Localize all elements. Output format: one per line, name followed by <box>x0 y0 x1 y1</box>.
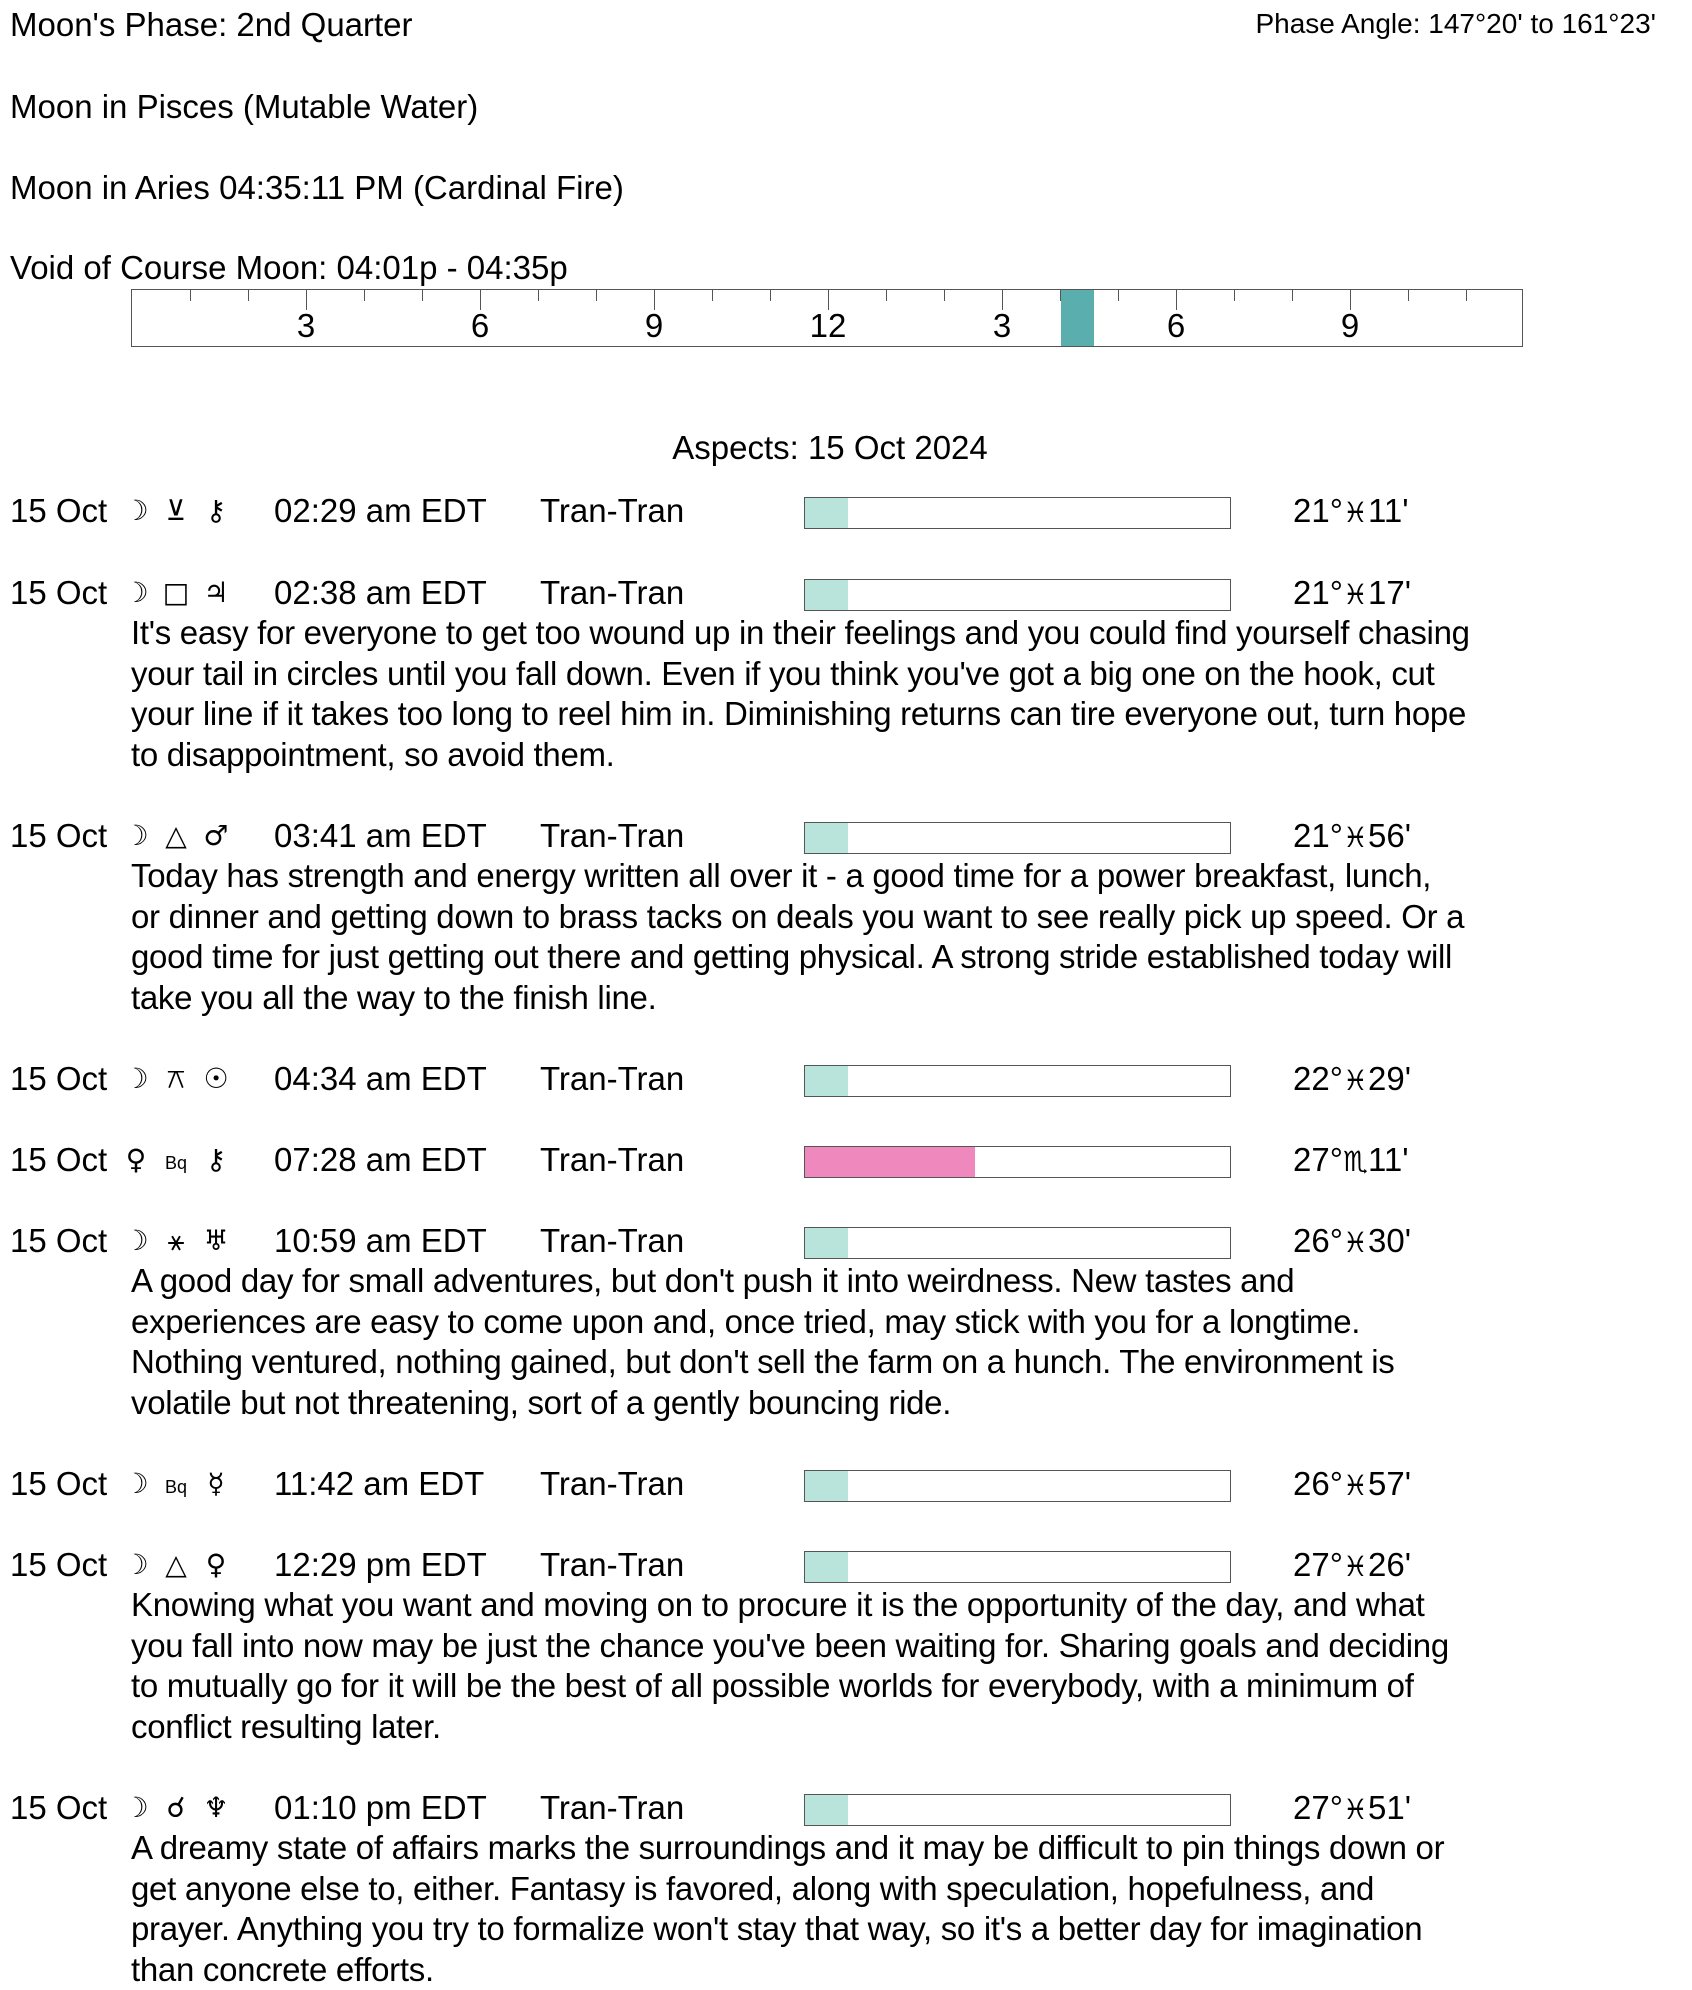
degree-value: 27° <box>1293 1546 1343 1583</box>
aspect-kind: Tran-Tran <box>540 574 685 611</box>
planet1-icon: ☽ <box>123 819 149 852</box>
hour-tick <box>190 290 191 301</box>
hour-tick <box>1118 290 1119 301</box>
interpretation-line: than concrete efforts. <box>131 1950 434 1988</box>
aspect-kind: Tran-Tran <box>540 492 685 529</box>
planet2-icon: ⚷ <box>205 1143 227 1176</box>
minutes-value: 11' <box>1368 492 1409 529</box>
zodiac-sign-icon: ♓ <box>1342 1064 1369 1097</box>
planet2-icon: ♅ <box>203 1224 229 1257</box>
degree-value: 26° <box>1293 1465 1343 1502</box>
aspect-row-moon-trine-venus <box>10 1545 1670 1585</box>
aspect-degree <box>1293 1464 1411 1506</box>
planet2-icon: ♃ <box>203 576 229 609</box>
aspect-row-moon-trine-mars <box>10 816 1670 856</box>
strength-bar-fill <box>805 1066 848 1096</box>
strength-bar-fill <box>805 1228 848 1258</box>
aspect-glyphs <box>116 573 276 613</box>
aspect-interpretation <box>131 1585 1671 1747</box>
zodiac-sign-icon: ♓ <box>1342 578 1369 611</box>
hour-tick <box>712 290 713 301</box>
aspect-time: 02:38 am EDT <box>274 574 487 611</box>
hour-label: 6 <box>470 307 490 344</box>
strength-bar-fill <box>805 580 848 610</box>
aspect-time: 07:28 am EDT <box>274 1141 487 1178</box>
strength-bar <box>804 1065 1231 1097</box>
planet1-icon: ☽ <box>123 1062 149 1095</box>
strength-bar <box>804 497 1231 529</box>
hour-tick <box>1466 290 1467 301</box>
void-of-course-timeline <box>131 289 1523 347</box>
planet2-icon: ♆ <box>203 1791 229 1824</box>
aspect-time: 11:42 am EDT <box>274 1465 485 1502</box>
degree-value: 27° <box>1293 1141 1343 1178</box>
interpretation-line: or dinner and getting down to brass tacks on deals you want to see really pick up speed. Or a <box>131 897 1465 935</box>
planet2-icon: ☿ <box>207 1467 225 1500</box>
aspect-degree <box>1293 1140 1409 1182</box>
hour-tick <box>944 290 945 301</box>
planet2-icon: ⚷ <box>205 494 227 527</box>
degree-value: 21° <box>1293 574 1343 611</box>
aspect-interpretation <box>131 1828 1671 1990</box>
aspect-kind: Tran-Tran <box>540 817 685 854</box>
hour-tick <box>248 290 249 301</box>
interpretation-line: get anyone else to, either. Fantasy is favored, along with speculation, hopefulness, and <box>131 1869 1375 1907</box>
interpretation-line: Today has strength and energy written all over it - a good time for a power breakfast, lunch, <box>131 857 1432 894</box>
minutes-value: 29' <box>1368 1060 1412 1097</box>
planet1-icon: ☽ <box>123 494 149 527</box>
aspect-date: 15 Oct <box>10 817 108 854</box>
aspect-row-moon-square-jupiter <box>10 573 1670 613</box>
hour-tick <box>886 290 887 301</box>
degree-value: 21° <box>1293 492 1343 529</box>
hour-tick <box>1408 290 1409 301</box>
degree-value: 26° <box>1293 1222 1343 1259</box>
interpretation-line: to disappointment, so avoid them. <box>131 735 615 773</box>
aspect-glyphs <box>116 1545 276 1585</box>
strength-bar <box>804 1551 1231 1583</box>
aspect-row-moon-conjunct-neptune <box>10 1788 1670 1828</box>
aspect-row-moon-semisextile-chiron <box>10 491 1670 531</box>
aspect-date: 15 Oct <box>10 1465 108 1502</box>
aspect-date: 15 Oct <box>10 1141 108 1178</box>
minutes-value: 17' <box>1368 574 1412 611</box>
zodiac-sign-icon: ♓ <box>1342 1793 1369 1826</box>
void-of-course: Void of Course Moon: 04:01p - 04:35p <box>10 249 568 286</box>
aspect-glyphs <box>116 1140 276 1183</box>
hour-tick <box>1292 290 1293 301</box>
minutes-value: 11' <box>1368 1141 1409 1178</box>
strength-bar-fill <box>805 1552 848 1582</box>
aspect-degree <box>1293 1221 1411 1263</box>
strength-bar-fill <box>805 1795 848 1825</box>
aspect-glyphs <box>116 816 276 856</box>
zodiac-sign-icon: ♓ <box>1342 1469 1369 1502</box>
void-of-course-band <box>1061 290 1093 346</box>
aspect-time: 01:10 pm EDT <box>274 1789 487 1826</box>
aspect-row-moon-biquintile-mercury <box>10 1464 1670 1504</box>
hour-tick <box>1234 290 1235 301</box>
aspect-icon: □ <box>162 576 190 609</box>
hour-label: 3 <box>992 307 1012 344</box>
aspect-date: 15 Oct <box>10 1546 108 1583</box>
aspect-time: 03:41 am EDT <box>274 817 487 854</box>
aspect-icon: △ <box>165 819 187 852</box>
aspect-degree <box>1293 1545 1411 1587</box>
moon-sign: Moon in Pisces (Mutable Water) <box>10 88 479 125</box>
degree-value: 22° <box>1293 1060 1343 1097</box>
aspect-date: 15 Oct <box>10 492 108 529</box>
zodiac-sign-icon: ♓ <box>1342 1550 1369 1583</box>
interpretation-line: your tail in circles until you fall down. Even if you think you've got a big one on the hook, cut <box>131 654 1435 692</box>
degree-value: 27° <box>1293 1789 1343 1826</box>
hour-tick <box>596 290 597 301</box>
interpretation-line: conflict resulting later. <box>131 1707 441 1745</box>
aspect-time: 10:59 am EDT <box>274 1222 487 1259</box>
zodiac-sign-icon: ♏ <box>1342 1145 1369 1178</box>
planet1-icon: ♀ <box>125 1143 147 1176</box>
strength-bar-fill <box>805 1147 975 1177</box>
aspect-interpretation <box>131 1261 1671 1423</box>
strength-bar <box>804 579 1231 611</box>
strength-bar <box>804 1227 1231 1259</box>
hour-tick <box>364 290 365 301</box>
interpretation-line: A good day for small adventures, but don't push it into weirdness. New tastes and <box>131 1262 1295 1299</box>
interpretation-line: good time for just getting out there and getting physical. A strong stride established today will <box>131 938 1453 976</box>
aspect-kind: Tran-Tran <box>540 1789 685 1826</box>
aspect-icon: Bq <box>164 1153 188 1173</box>
minutes-value: 30' <box>1368 1222 1412 1259</box>
strength-bar <box>804 1470 1231 1502</box>
aspect-date: 15 Oct <box>10 574 108 611</box>
aspect-time: 02:29 am EDT <box>274 492 487 529</box>
aspect-icon: ⚹ <box>167 1224 185 1257</box>
interpretation-line: to mutually go for it will be the best of all possible worlds for everybody, with a minimum of <box>131 1667 1414 1705</box>
planet1-icon: ☽ <box>123 1224 149 1257</box>
aspect-kind: Tran-Tran <box>540 1222 685 1259</box>
aspect-kind: Tran-Tran <box>540 1060 685 1097</box>
strength-bar-fill <box>805 1471 848 1501</box>
minutes-value: 56' <box>1368 817 1412 854</box>
aspect-degree <box>1293 816 1411 858</box>
aspect-date: 15 Oct <box>10 1060 108 1097</box>
planet2-icon: ♂ <box>203 819 229 852</box>
hour-label: 9 <box>644 307 664 344</box>
interpretation-line: you fall into now may be just the chance you've been waiting for. Sharing goals and deciding <box>131 1626 1449 1664</box>
aspect-time: 04:34 am EDT <box>274 1060 487 1097</box>
hour-label: 3 <box>296 307 316 344</box>
aspect-degree <box>1293 573 1411 615</box>
minutes-value: 57' <box>1368 1465 1412 1502</box>
aspects-title: Aspects: 15 Oct 2024 <box>672 429 988 466</box>
strength-bar-fill <box>805 823 848 853</box>
aspect-row-moon-sextile-uranus <box>10 1221 1670 1261</box>
hour-label: 6 <box>1166 307 1186 344</box>
aspect-icon: ☌ <box>166 1791 186 1824</box>
aspect-glyphs <box>116 1221 276 1261</box>
degree-value: 21° <box>1293 817 1343 854</box>
zodiac-sign-icon: ♓ <box>1342 1226 1369 1259</box>
interpretation-line: A dreamy state of affairs marks the surroundings and it may be difficult to pin things down or <box>131 1829 1445 1866</box>
aspect-degree <box>1293 1059 1411 1101</box>
strength-bar <box>804 1146 1231 1178</box>
aspect-glyphs <box>116 491 276 531</box>
aspect-glyphs <box>116 1788 276 1828</box>
zodiac-sign-icon: ♓ <box>1342 821 1369 854</box>
aspect-row-moon-quincunx-sun <box>10 1059 1670 1099</box>
hour-label: 9 <box>1340 307 1360 344</box>
aspect-interpretation <box>131 856 1671 1018</box>
aspect-glyphs <box>116 1464 276 1507</box>
hour-tick <box>538 290 539 301</box>
planet1-icon: ☽ <box>123 1467 149 1500</box>
aspect-icon: Bq <box>164 1477 188 1497</box>
hour-tick <box>770 290 771 301</box>
interpretation-line: prayer. Anything you try to formalize won't stay that way, so it's a better day for imagination <box>131 1910 1423 1948</box>
hour-tick <box>422 290 423 301</box>
planet1-icon: ☽ <box>123 1548 149 1581</box>
strength-bar <box>804 822 1231 854</box>
aspect-date: 15 Oct <box>10 1789 108 1826</box>
interpretation-line: Knowing what you want and moving on to procure it is the opportunity of the day, and what <box>131 1586 1425 1623</box>
aspect-glyphs <box>116 1059 276 1099</box>
minutes-value: 26' <box>1368 1546 1412 1583</box>
aspect-degree <box>1293 491 1409 533</box>
minutes-value: 51' <box>1368 1789 1412 1826</box>
aspect-icon: ⊻ <box>165 494 187 527</box>
interpretation-line: volatile but not threatening, sort of a gently bouncing ride. <box>131 1383 952 1421</box>
moon-phase: Moon's Phase: 2nd Quarter <box>10 6 413 43</box>
interpretation-line: Nothing ventured, nothing gained, but don't sell the farm on a hunch. The environment is <box>131 1343 1395 1381</box>
hour-tick <box>1060 290 1061 301</box>
strength-bar-fill <box>805 498 848 528</box>
zodiac-sign-icon: ♓ <box>1342 496 1369 529</box>
aspect-time: 12:29 pm EDT <box>274 1546 487 1583</box>
planet1-icon: ☽ <box>123 576 149 609</box>
interpretation-line: take you all the way to the finish line. <box>131 978 657 1016</box>
aspect-date: 15 Oct <box>10 1222 108 1259</box>
phase-angle: Phase Angle: 147°20' to 161°23' <box>1255 8 1656 39</box>
aspect-icon: ⚻ <box>166 1062 186 1095</box>
interpretation-line: your line if it takes too long to reel him in. Diminishing returns can tire everyone out, turn hope <box>131 695 1466 733</box>
aspect-interpretation <box>131 613 1671 775</box>
planet2-icon: ♀ <box>205 1548 227 1581</box>
hour-label: 12 <box>809 307 847 344</box>
planet1-icon: ☽ <box>123 1791 149 1824</box>
aspect-kind: Tran-Tran <box>540 1465 685 1502</box>
strength-bar <box>804 1794 1231 1826</box>
interpretation-line: It's easy for everyone to get too wound up in their feelings and you could find yourself chasing <box>131 614 1470 651</box>
aspect-kind: Tran-Tran <box>540 1546 685 1583</box>
aspect-degree <box>1293 1788 1411 1830</box>
aspect-icon: △ <box>165 1548 187 1581</box>
interpretation-line: experiences are easy to come upon and, once tried, may stick with you for a longtime. <box>131 1302 1361 1340</box>
planet2-icon: ☉ <box>203 1062 229 1095</box>
aspect-row-venus-biquintile-chiron <box>10 1140 1670 1180</box>
aspect-kind: Tran-Tran <box>540 1141 685 1178</box>
moon-ingress: Moon in Aries 04:35:11 PM (Cardinal Fire) <box>10 169 624 206</box>
